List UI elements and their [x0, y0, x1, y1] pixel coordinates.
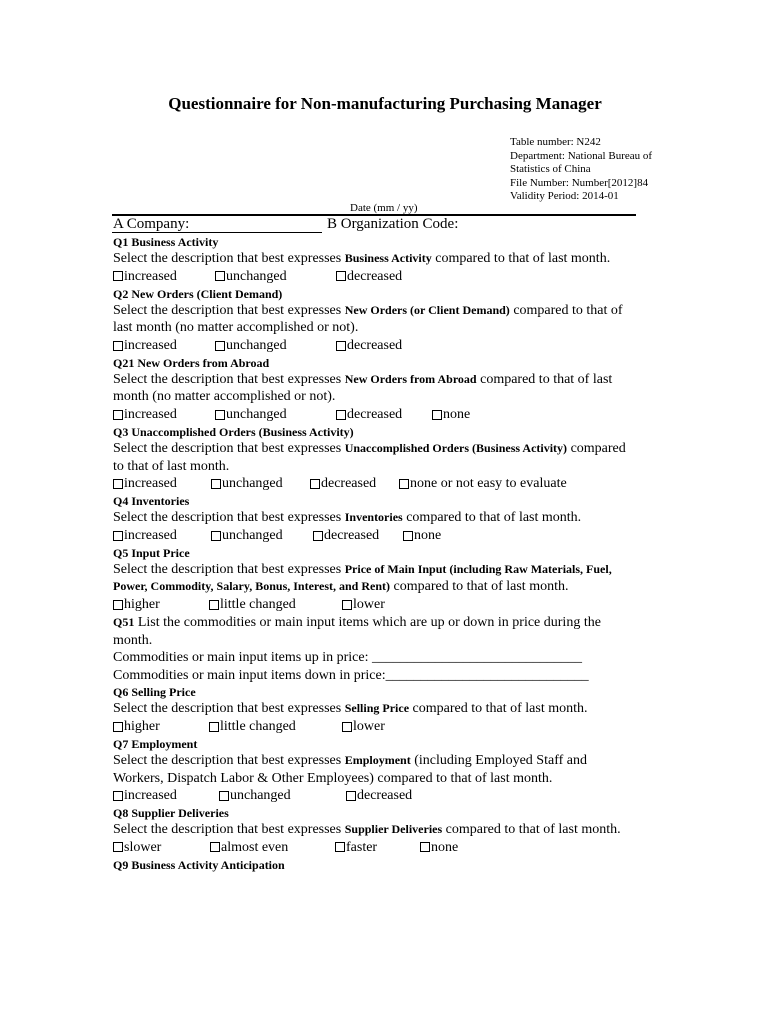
q7-desc-bold: Employment: [344, 752, 411, 767]
q9-title: Q9 Business Activity Anticipation: [113, 857, 285, 872]
q21-option-decreased[interactable]: decreased: [336, 406, 402, 424]
q7-title: Q7 Employment: [113, 736, 198, 751]
checkbox[interactable]: [215, 271, 225, 281]
q5-desc-pre: Select the description that best expresses: [113, 561, 345, 577]
q2-option-increased[interactable]: increased: [113, 337, 177, 355]
q8-options: [113, 839, 638, 857]
q4-option-none[interactable]: none: [403, 527, 441, 545]
checkbox[interactable]: [113, 791, 123, 801]
q6-title: Q6 Selling Price: [113, 685, 196, 700]
q3-title: Q3 Unaccomplished Orders (Business Activity): [113, 424, 354, 439]
checkbox[interactable]: [313, 531, 323, 541]
q1-desc-post: compared to that of last month.: [431, 251, 611, 266]
q7-option-unchanged[interactable]: unchanged: [219, 787, 291, 805]
q1-option-increased[interactable]: increased: [113, 268, 177, 286]
q5-description: [113, 561, 638, 596]
q2-option-decreased[interactable]: decreased: [336, 337, 402, 355]
checkbox[interactable]: [346, 791, 356, 801]
q51-question: [113, 614, 638, 649]
date-label: Date (mm / yy): [350, 202, 418, 214]
checkbox[interactable]: [342, 722, 352, 732]
checkbox[interactable]: [113, 479, 123, 489]
checkbox[interactable]: [209, 722, 219, 732]
q21-desc-pre: Select the description that best expresses: [113, 371, 345, 387]
q51-up-field[interactable]: Commodities or main input items up in price: ______________________________: [113, 650, 582, 666]
checkbox[interactable]: [215, 410, 225, 420]
validity-period: Validity Period: 2014-01: [510, 190, 619, 202]
q4-description: [113, 509, 638, 527]
q6-option-little-changed[interactable]: little changed: [209, 718, 296, 736]
q7-option-increased[interactable]: increased: [113, 787, 177, 805]
q1-options: [113, 268, 638, 286]
q8-title: Q8 Supplier Deliveries: [113, 806, 229, 821]
q3-option-none[interactable]: none or not easy to evaluate: [399, 475, 567, 493]
checkbox[interactable]: [113, 341, 123, 351]
q2-options: [113, 337, 638, 355]
checkbox[interactable]: [336, 271, 346, 281]
q5-options: [113, 596, 638, 614]
q4-desc-pre: Select the description that best expresses: [113, 510, 345, 526]
q4-option-unchanged[interactable]: unchanged: [211, 527, 283, 545]
q5-desc-bold: Price of Main Input (including Raw Materials, Fuel, Power, Commodity, Salary, Bonus, Interest, and Rent): [113, 561, 612, 594]
q3-options: [113, 475, 638, 493]
department-line-2: Statistics of China: [510, 163, 591, 175]
table-metadata: [510, 136, 670, 204]
q3-desc-bold: Unaccomplished Orders (Business Activity): [344, 440, 568, 455]
q6-options: [113, 718, 638, 736]
q7-desc-post: (including Employed Staff and Workers, Dispatch Labor & Other Employees) compared to that of last month.: [113, 752, 587, 786]
q4-desc-post: compared to that of last month.: [402, 510, 582, 526]
checkbox[interactable]: [432, 410, 442, 420]
q6-desc-pre: Select the description that best expresses: [113, 701, 345, 717]
q1-title: Q1 Business Activity: [113, 235, 219, 249]
q2-title: Q2 New Orders (Client Demand): [113, 286, 283, 301]
q4-desc-bold: Inventories: [344, 510, 403, 525]
q3-option-unchanged[interactable]: unchanged: [211, 475, 283, 493]
q1-desc-bold: Business Activity: [344, 251, 432, 265]
checkbox[interactable]: [113, 722, 123, 732]
organization-code-label: B Organization Code:: [327, 216, 459, 232]
q6-desc-post: compared to that of last month.: [409, 701, 588, 717]
checkbox[interactable]: [113, 531, 123, 541]
q3-option-decreased[interactable]: decreased: [310, 475, 376, 493]
q6-option-higher[interactable]: higher: [113, 718, 160, 736]
q7-desc-pre: Select the description that best expresses: [113, 752, 345, 768]
q7-description: [113, 752, 638, 787]
checkbox[interactable]: [215, 341, 225, 351]
q2-desc-bold: New Orders (or Client Demand): [344, 302, 510, 317]
q2-desc-post: compared to that of last month (no matter accomplished or not).: [113, 302, 623, 336]
q5-desc-post: compared to that of last month.: [390, 579, 569, 595]
checkbox[interactable]: [420, 842, 430, 852]
q3-desc-pre: Select the description that best expresses: [113, 440, 345, 456]
document-title: Questionnaire for Non-manufacturing Purchasing Manager: [168, 94, 602, 113]
q21-option-increased[interactable]: increased: [113, 406, 177, 424]
q7-options: [113, 787, 638, 805]
q6-description: [113, 700, 638, 718]
questions: [113, 234, 638, 873]
q5-option-lower[interactable]: lower: [342, 596, 385, 614]
q8-option-almost-even[interactable]: almost even: [210, 839, 288, 857]
file-number: File Number: Number[2012]84: [510, 176, 649, 189]
q21-description: [113, 371, 638, 406]
checkbox[interactable]: [113, 410, 123, 420]
q51-label: Q51: [113, 614, 135, 629]
table-number: Table number: N242: [510, 136, 601, 148]
q3-option-increased[interactable]: increased: [113, 475, 177, 493]
checkbox[interactable]: [335, 842, 345, 852]
q7-option-decreased[interactable]: decreased: [346, 787, 412, 805]
q21-desc-bold: New Orders from Abroad: [344, 371, 477, 386]
q21-options: [113, 406, 638, 424]
q4-title: Q4 Inventories: [113, 494, 190, 509]
q8-option-none[interactable]: none: [420, 839, 458, 857]
q8-desc-bold: Supplier Deliveries: [344, 822, 443, 837]
q6-option-lower[interactable]: lower: [342, 718, 385, 736]
q21-option-none[interactable]: none: [432, 406, 470, 424]
q5-option-little-changed[interactable]: little changed: [209, 596, 296, 614]
q21-option-unchanged[interactable]: unchanged: [215, 406, 287, 424]
q8-option-faster[interactable]: faster: [335, 839, 377, 857]
checkbox[interactable]: [336, 341, 346, 351]
checkbox[interactable]: [399, 479, 409, 489]
q4-option-decreased[interactable]: decreased: [313, 527, 379, 545]
q8-desc-post: compared to that of last month.: [442, 822, 621, 838]
q1-option-decreased[interactable]: decreased: [336, 268, 402, 286]
q51-text: List the commodities or main input items which are up or down in price during the month.: [113, 614, 601, 648]
q4-options: [113, 527, 638, 545]
checkbox[interactable]: [209, 600, 219, 610]
checkbox[interactable]: [342, 600, 352, 610]
checkbox[interactable]: [403, 531, 413, 541]
checkbox[interactable]: [210, 842, 220, 852]
q1-option-unchanged[interactable]: unchanged: [215, 268, 287, 286]
q2-description: [113, 302, 638, 337]
checkbox[interactable]: [113, 600, 123, 610]
q8-description: [113, 821, 638, 839]
q4-option-increased[interactable]: increased: [113, 527, 177, 545]
q21-title: Q21 New Orders from Abroad: [113, 355, 270, 370]
checkbox[interactable]: [310, 479, 320, 489]
q6-desc-bold: Selling Price: [344, 701, 410, 716]
checkbox[interactable]: [219, 791, 229, 801]
q8-option-slower[interactable]: slower: [113, 839, 161, 857]
department-line-1: Department: National Bureau of: [510, 149, 653, 162]
q51-down-field[interactable]: Commodities or main input items down in price:_____________________________: [113, 667, 589, 683]
company-label: A Company:: [113, 216, 190, 232]
q1-desc-pre: Select the description that best expresses: [113, 251, 345, 266]
checkbox[interactable]: [113, 271, 123, 281]
checkbox[interactable]: [211, 531, 221, 541]
checkbox[interactable]: [113, 842, 123, 852]
q21-desc-post: compared to that of last month (no matter accomplished or not).: [113, 371, 613, 405]
q3-desc-post: compared to that of last month.: [113, 440, 626, 474]
checkbox[interactable]: [211, 479, 221, 489]
q3-description: [113, 440, 638, 475]
q1-description: [113, 250, 638, 268]
q5-title: Q5 Input Price: [113, 545, 190, 560]
q2-option-unchanged[interactable]: unchanged: [215, 337, 287, 355]
q5-option-higher[interactable]: higher: [113, 596, 160, 614]
q2-desc-pre: Select the description that best expresses: [113, 302, 345, 318]
q8-desc-pre: Select the description that best expresses: [113, 822, 345, 838]
checkbox[interactable]: [336, 410, 346, 420]
company-underline: [112, 232, 322, 233]
